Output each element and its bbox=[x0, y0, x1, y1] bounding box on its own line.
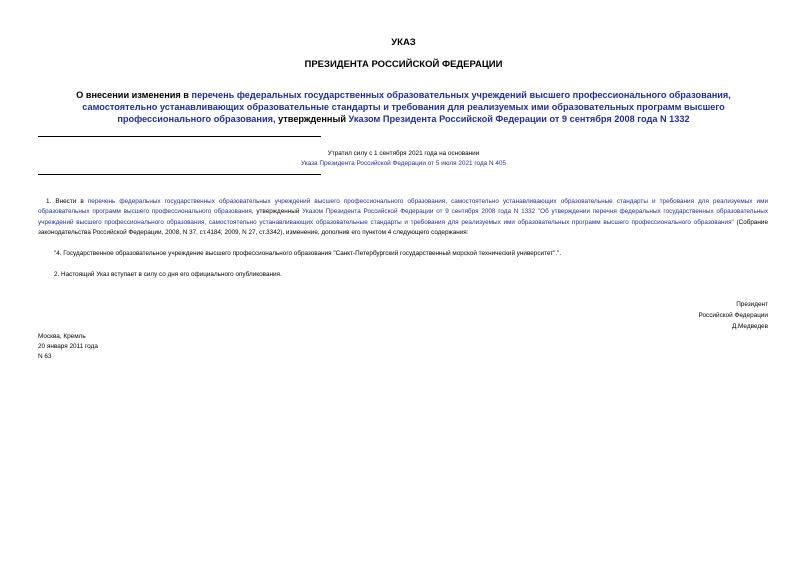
document-title bbox=[40, 89, 767, 125]
signature-name: Д.Медведев bbox=[731, 323, 768, 330]
title-prefix: О внесении изменения в bbox=[76, 90, 192, 100]
title-link-list[interactable]: перечень федеральных государственных образовательных учреждений высшего профессионального образования, самостоятельно устанавливающих образовательные стандарты и требования для реализуемых ими образовательных программ высшего профессионального образования, bbox=[82, 90, 731, 124]
p1-text-a: 1. Внести в bbox=[46, 198, 88, 205]
p1-text-c: (Собрание законодательства Российской Федерации, 2008, N 37, ст.4184; 2009, N 27, ст.3342), изменение, дополнив его пунктом 4 следующего содержания: bbox=[38, 218, 768, 237]
status-link[interactable]: Указа Президента Российской Федерации от 5 июля 2021 года N 405 bbox=[300, 160, 507, 167]
decree-heading: УКАЗ bbox=[391, 37, 416, 48]
status-note: Утратил силу с 1 сентября 2021 года на основании bbox=[327, 150, 480, 157]
p1-link-decree[interactable]: Указом Президента Российской Федерации от 9 сентября 2008 года N 1332 "Об утверждении перечня федеральных государственных образовательных учреждений высшего профессионального образования, самостоятельно устанавливающих образовательные стандарты и требования для реализуемых ими образовательных программ высшего профессионального образования" bbox=[38, 208, 768, 226]
p1-text-b: , утвержденный bbox=[251, 208, 303, 216]
paragraph-2: 2. Настоящий Указ вступает в силу со дня его официального опубликования. bbox=[54, 271, 282, 278]
issuer-heading: ПРЕЗИДЕНТА РОССИЙСКОЙ ФЕДЕРАЦИИ bbox=[304, 59, 503, 70]
place-number: N 63 bbox=[38, 353, 52, 360]
divider-bottom bbox=[38, 174, 321, 175]
paragraph-quote: "4. Государственное образовательное учреждение высшего профессионального образования "Санкт-Петербургский государственный морской технический университет".". bbox=[54, 250, 562, 257]
title-link-decree[interactable]: Указом Президента Российской Федерации от 9 сентября 2008 года N 1332 bbox=[348, 114, 690, 124]
signature-country: Российской Федерации bbox=[698, 312, 768, 319]
divider-top bbox=[38, 136, 321, 137]
paragraph-1 bbox=[38, 197, 768, 239]
p1-link-list[interactable]: перечень федеральных государственных образовательных учреждений высшего профессионального образования, самостоятельно устанавливающих образовательные стандарты и требования для реализуемых ими образовательных программ высшего профессионального образования bbox=[38, 198, 768, 216]
place-city: Москва, Кремль bbox=[38, 333, 86, 340]
place-date: 20 января 2011 года bbox=[38, 343, 98, 350]
signature-title: Президент bbox=[736, 301, 768, 308]
title-middle: утвержденный bbox=[275, 114, 349, 124]
